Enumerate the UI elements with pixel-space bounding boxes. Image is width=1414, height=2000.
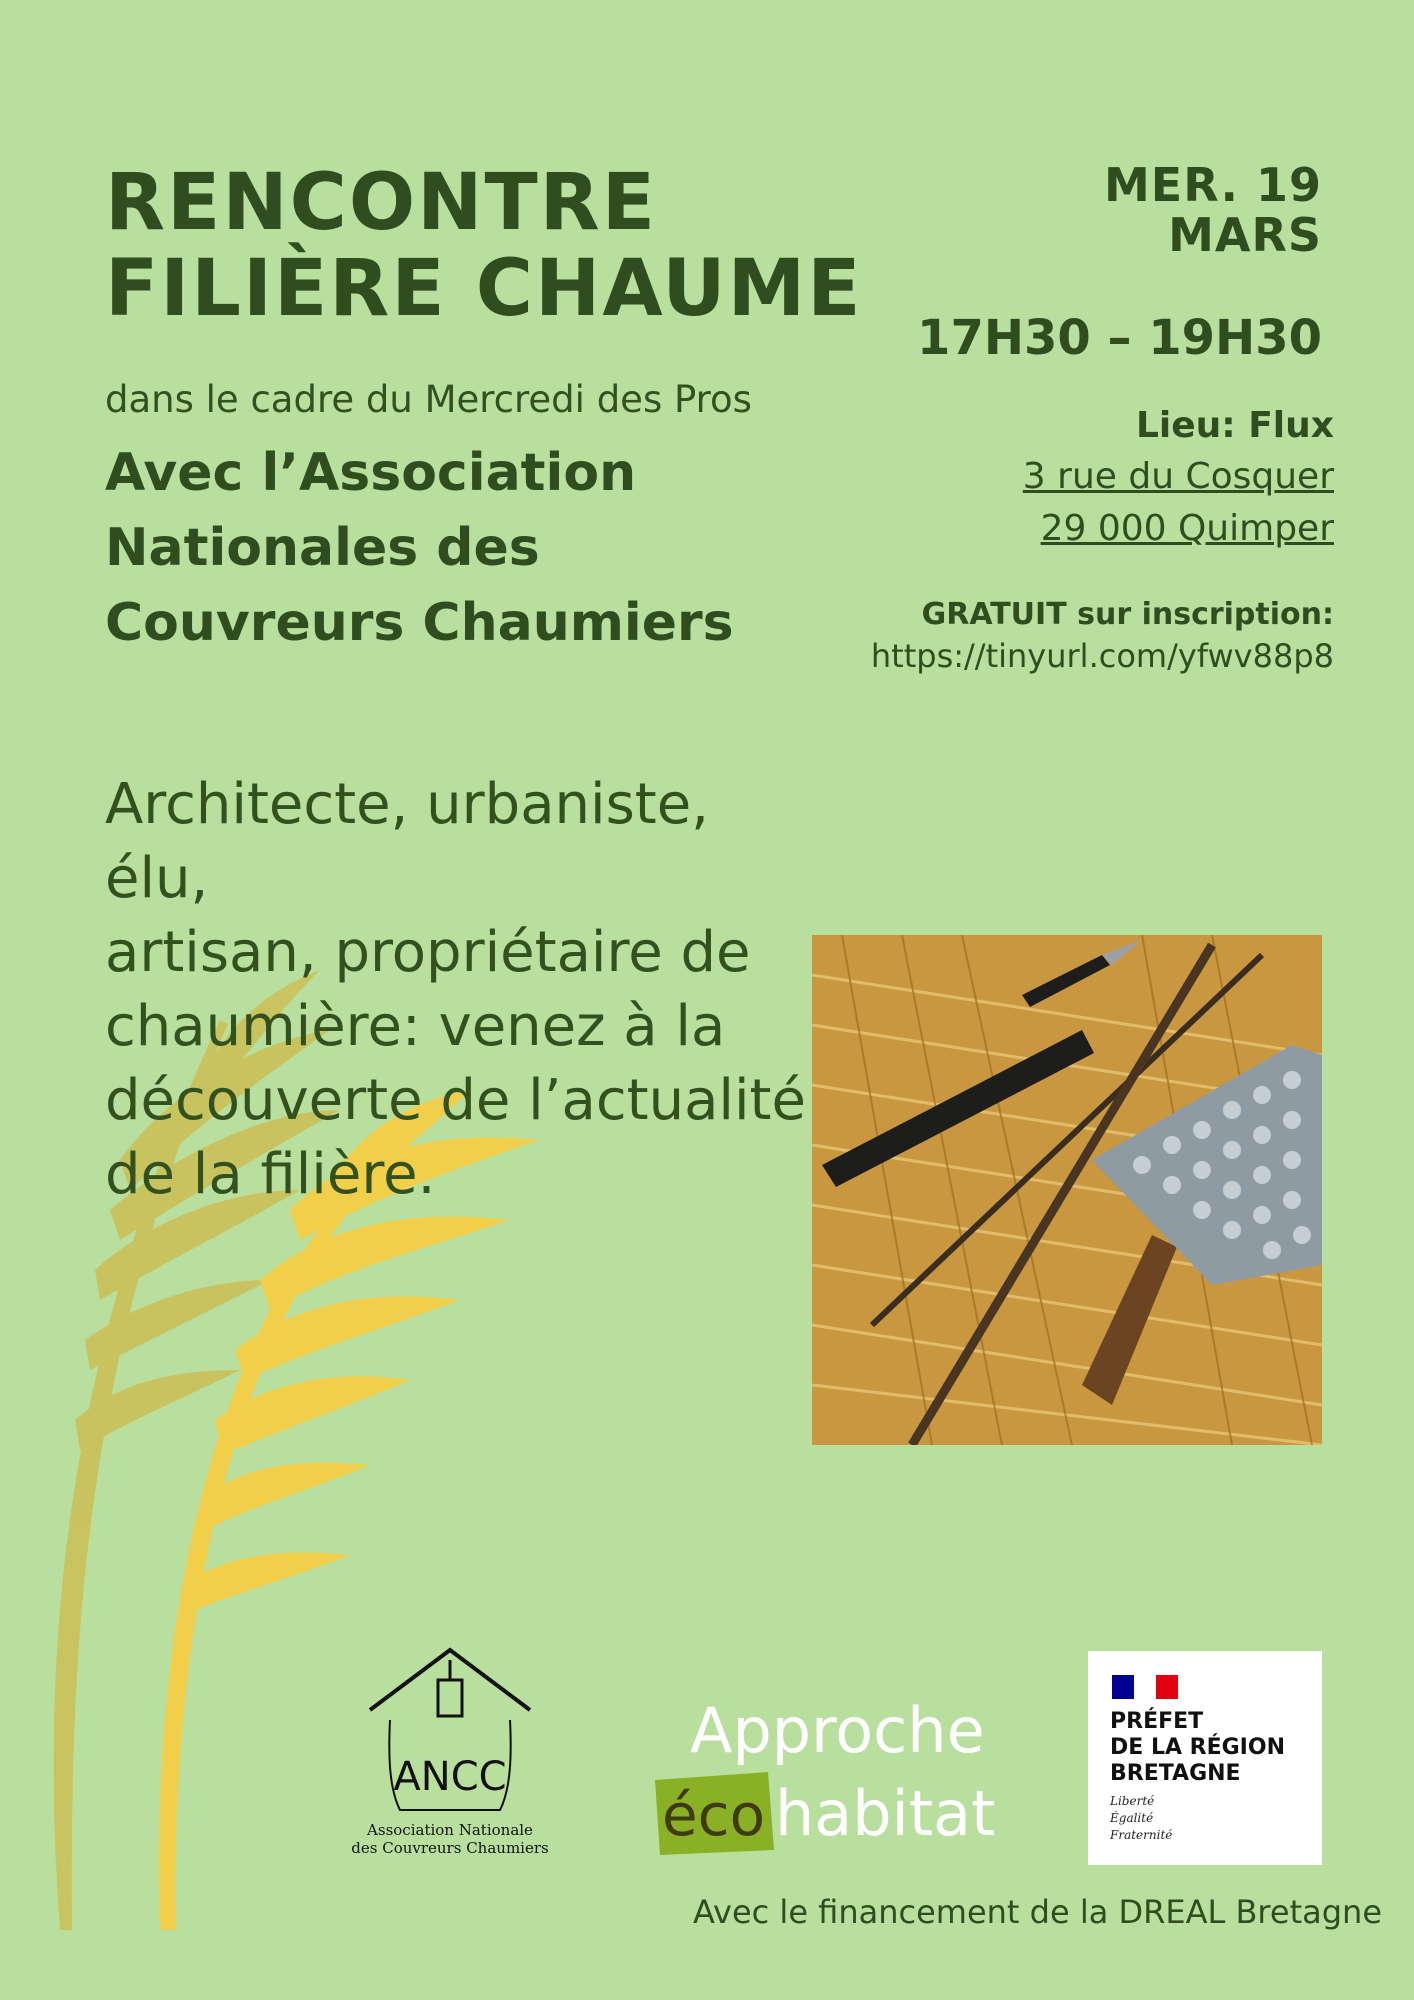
pitch-line-2: artisan, propriétaire de (105, 920, 751, 985)
registration-link[interactable]: https://tinyurl.com/yfwv88p8 (870, 637, 1334, 675)
prefet-name (1110, 1709, 1285, 1787)
eco-word-habitat: habitat (775, 1777, 996, 1850)
pitch-line-1: Architecte, urbaniste, élu, (105, 772, 709, 911)
venue-name: Lieu: Flux (1135, 405, 1334, 446)
ancc-abbr: ANCC (393, 1754, 507, 1800)
association-line-2: Nationales des (105, 518, 540, 578)
address-city[interactable]: 29 000 Quimper (1040, 508, 1334, 549)
address-street[interactable]: 3 rue du Cosquer (1022, 456, 1334, 497)
date-line-2: MARS (1168, 208, 1322, 262)
motto-fraternite: Fraternité (1110, 1828, 1173, 1842)
eco-word-eco: éco (662, 1781, 766, 1849)
funding-credit: Avec le financement de la DREAL Bretagne (693, 1893, 1382, 1931)
pitch-line-5: de la filière. (105, 1142, 436, 1207)
association-line-3: Couvreurs Chaumiers (105, 593, 734, 653)
pitch-line-4: découverte de l’actualité (105, 1068, 806, 1133)
marianne-flag-icon (1112, 1675, 1178, 1699)
republic-motto (1110, 1793, 1172, 1844)
poster-title (105, 160, 863, 332)
date-line-1: MER. 19 (1104, 158, 1322, 212)
pitch-text (105, 768, 825, 1212)
approche-ecohabitat-logo (650, 1690, 1020, 1860)
motto-liberte: Liberté (1110, 1794, 1155, 1808)
prefet-line-3: BRETAGNE (1110, 1761, 1241, 1786)
motto-egalite: Égalité (1110, 1811, 1154, 1825)
ancc-line-2: des Couvreurs Chaumiers (351, 1839, 549, 1857)
ancc-line-1: Association Nationale (367, 1821, 533, 1839)
association-name (105, 436, 805, 661)
prefet-bretagne-logo (1088, 1651, 1322, 1865)
subtitle: dans le cadre du Mercredi des Pros (105, 378, 752, 421)
prefet-line-2: DE LA RÉGION (1110, 1735, 1285, 1760)
association-line-1: Avec l’Association (105, 443, 637, 503)
title-line-2: FILIÈRE CHAUME (105, 244, 863, 334)
registration-label: GRATUIT sur inscription: (921, 597, 1334, 632)
event-date (1104, 160, 1322, 260)
pitch-line-3: chaumière: venez à la (105, 994, 726, 1059)
title-line-1: RENCONTRE (105, 158, 658, 248)
event-time: 17H30 – 19H30 (917, 310, 1322, 366)
prefet-line-1: PRÉFET (1110, 1709, 1204, 1734)
eco-word-approche: Approche (690, 1694, 985, 1767)
thatching-tools-photo (812, 935, 1322, 1445)
